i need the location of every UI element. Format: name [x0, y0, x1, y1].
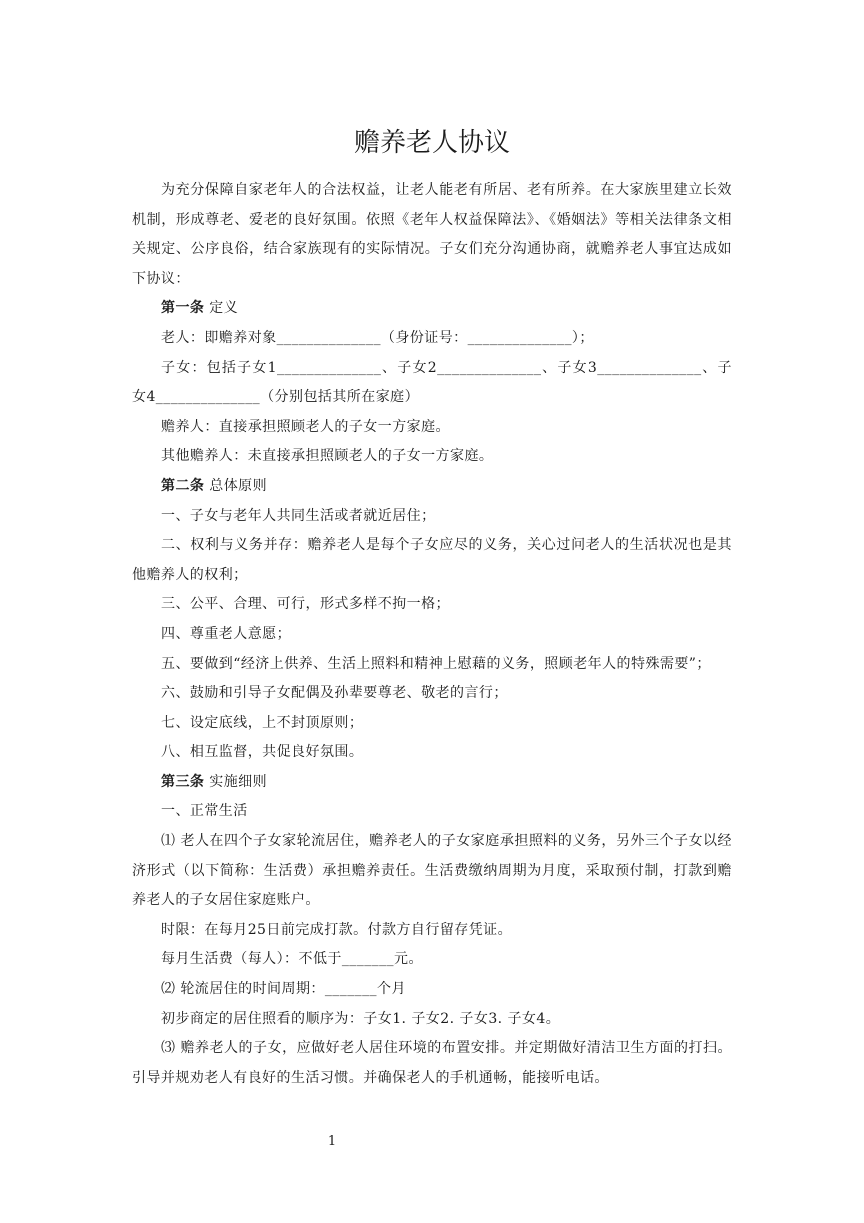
paragraph: 每月生活费（每人）：不低于_______元。: [161, 951, 423, 968]
section-heading: 第二条 总体原则: [161, 477, 268, 494]
paragraph: 四、尊重老人意愿；: [161, 625, 292, 642]
paragraph: 三、公平、合理、可行，形式多样不拘一格；: [161, 596, 450, 613]
paragraph: 七、设定底线，上不封顶原则；: [161, 714, 364, 731]
paragraph: 二、权利与义务并存：赡养老人是每个子女应尽的义务，关心过问老人的生活状况也是其他赡养人的权利；: [132, 537, 732, 583]
paragraph: 五、要做到“经济上供养、生活上照料和精神上慰藉的义务，照顾老年人的特殊需要”；: [161, 655, 711, 672]
page-number: 1: [327, 1134, 337, 1149]
paragraph: ⑶ 赡养老人的子女，应做好老人居住环境的布置安排。并定期做好清洁卫生方面的打扫。引导并规劝老人有良好的生活习惯。并确保老人的手机通畅，能接听电话。: [132, 1040, 732, 1086]
section-heading: 第三条 实施细则: [161, 773, 268, 790]
paragraph: 初步商定的居住照看的顺序为：子女1. 子女2. 子女3. 子女4。: [161, 1010, 561, 1027]
paragraph: 时限：在每月25日前完成打款。付款方自行留存凭证。: [161, 921, 513, 938]
paragraph: 老人：即赡养对象______________（身份证号：______________）；: [161, 329, 594, 346]
paragraph: ⑴ 老人在四个子女家轮流居住，赡养老人的子女家庭承担照料的义务，另外三个子女以经济形式（以下简称：生活费）承担赡养责任。生活费缴纳周期为月度，采取预付制，打款到赡养老人的子女居住家庭账户。: [132, 833, 732, 909]
paragraph: 六、鼓励和引导子女配偶及孙辈要尊老、敬老的言行；: [161, 685, 508, 702]
paragraph: 子女：包括子女1______________、子女2______________、子女3______________、子女4______________（分别包括其所在家庭）: [132, 359, 732, 406]
paragraph: 其他赡养人：未直接承担照顾老人的子女一方家庭。: [161, 448, 494, 465]
document-body: [132, 176, 732, 1093]
paragraph: 八、相互监督，共促良好氛围。: [161, 744, 364, 761]
paragraph: 赡养人：直接承担照顾老人的子女一方家庭。: [161, 418, 450, 435]
section-heading: 第一条 定义: [161, 300, 239, 317]
paragraph: 一、子女与老年人共同生活或者就近居住；: [161, 507, 436, 524]
paragraph: 为充分保障自家老年人的合法权益，让老人能老有所居、老有所养。在大家族里建立长效机制，形成尊老、爱老的良好氛围。依照《老年人权益保障法》、《婚姻法》等相关法律条文相关规定、公序良俗，结合家族现有的实际情况。子女们充分沟通协商，就赡养老人事宜达成如下协议：: [132, 182, 732, 287]
paragraph: ⑵ 轮流居住的时间周期：_______个月: [161, 981, 406, 998]
paragraph: 一、正常生活: [161, 803, 248, 820]
document-title: 赡养老人协议: [353, 128, 510, 159]
